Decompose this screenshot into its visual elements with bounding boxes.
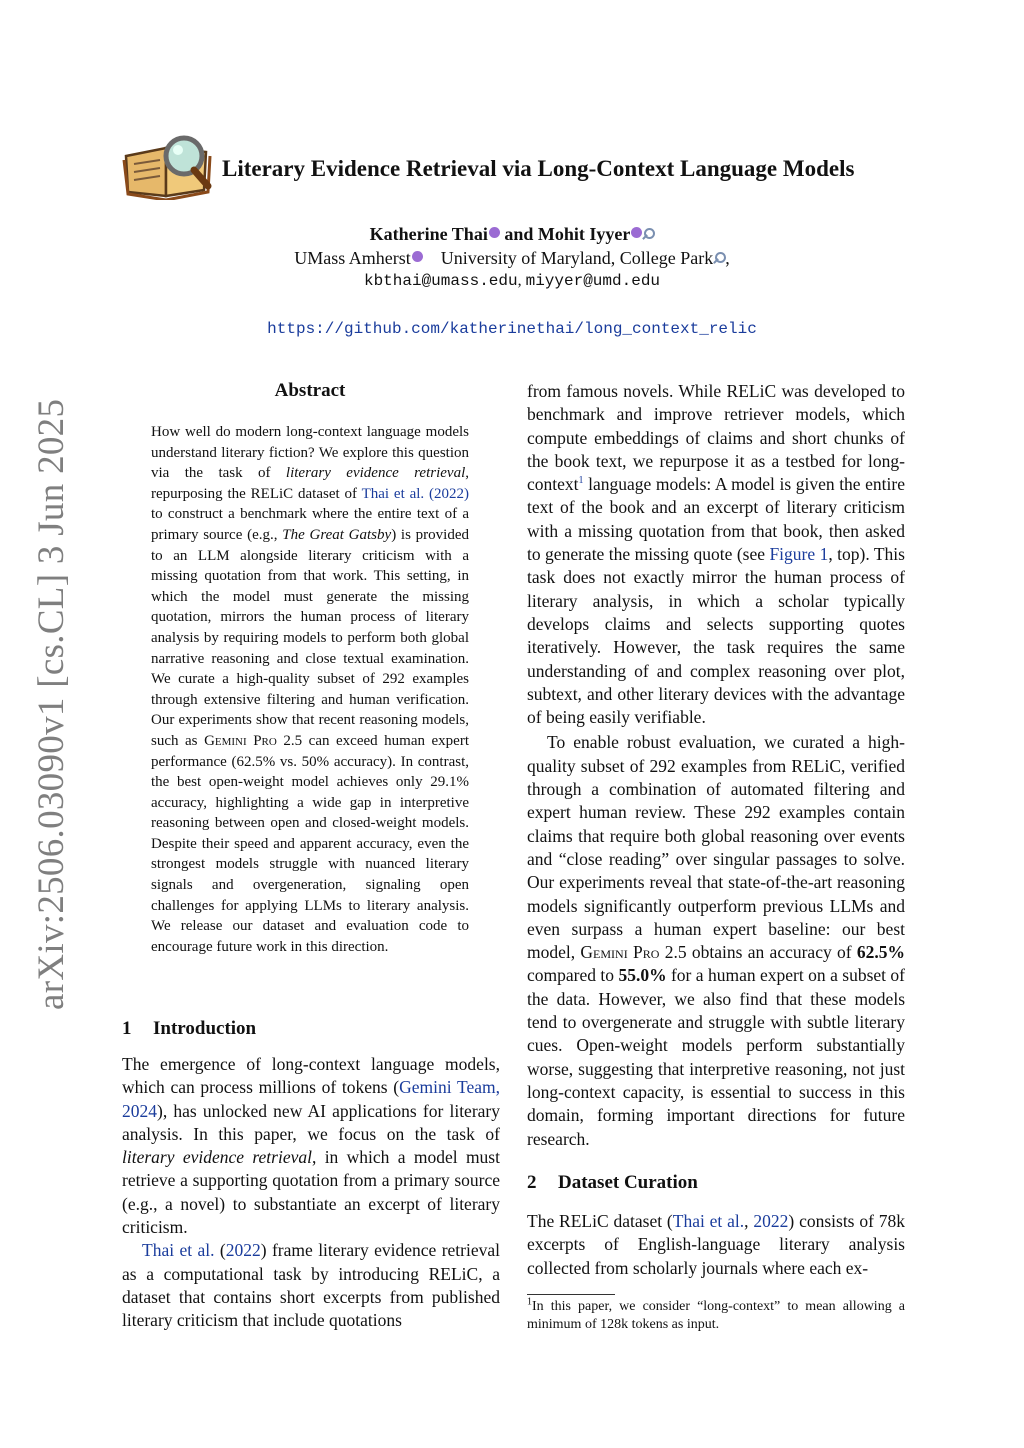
affiliation: UMass Amherst <box>294 248 411 268</box>
author-name: Mohit Iyyer <box>537 224 631 244</box>
abstract-heading: Abstract <box>274 380 346 401</box>
paper-title: Literary Evidence Retrieval via Long-Context Language Models <box>222 156 855 181</box>
citation-link[interactable]: (2022) <box>429 485 469 502</box>
footnote-divider <box>527 1294 615 1295</box>
book-magnifier-icon <box>120 130 216 200</box>
affiliation-line: UMass Amherst University of Maryland, College Park , <box>294 248 730 268</box>
introduction-body: The emergence of long-context language models, which can process millions of tokens (Gemini Team, 2024), has unlocked new AI applications for literary analysis. In this paper, we focus on the task of literary evidence retrieval, in which a model must retrieve a supporting quotation from a primary source (e.g., a novel) to substantiate an excerpt of literary criticism. Thai et al. (2022) frame literary evidence retrieval as a computational task by introducing RELiC, a dataset that contains short excerpts from published literary criticism that include quotations <box>122 1054 500 1331</box>
arxiv-identifier: arXiv:2506.03090v1 [cs.CL] 3 Jun 2025 <box>31 398 72 1010</box>
citation-link[interactable]: 2022 <box>753 1211 789 1231</box>
author-line <box>0 224 1024 245</box>
citation-link[interactable]: Thai et al. <box>142 1240 215 1261</box>
umass-affiliation-icon <box>412 251 423 262</box>
email-line: kbthai@umass.edu, miyyer@umd.edu <box>363 272 661 290</box>
footnote: $^1$In this paper, we consider “long-context” to mean allowing a minimum of 128k tokens as input. <box>527 1296 905 1332</box>
author-conjunction: and <box>499 224 538 244</box>
citation-link[interactable]: 2022 <box>225 1240 261 1261</box>
umass-affiliation-icon <box>631 227 642 238</box>
email-link[interactable]: miyyer@umd.edu <box>525 272 661 290</box>
email-link[interactable]: kbthai@umass.edu <box>363 272 518 290</box>
magnifier-affiliation-icon <box>642 228 654 240</box>
dataset-curation-body: The RELiC dataset (Thai et al., 2022) consists of 78k excerpts of English-language literary analysis collected from scholarly journals where each ex- <box>527 1211 906 1278</box>
section-heading: 1 Introduction <box>122 1018 257 1039</box>
author-name: Katherine Thai <box>369 224 488 244</box>
umass-affiliation-icon <box>489 227 500 238</box>
footnote-marker[interactable]: 1 <box>578 475 584 487</box>
section-heading: 2 Dataset Curation <box>527 1172 698 1193</box>
citation-link[interactable]: Thai et al. <box>361 485 425 502</box>
figure-reference-link[interactable]: Figure 1 <box>769 544 829 565</box>
affiliation: University of Maryland, College Park <box>440 248 714 268</box>
abstract-body: How well do modern long-context language models understand literary fiction? We explore this question via the task of literary evidence retrieval, repurposing the RELiC dataset of Thai et al. (2022) to construct a benchmark where the entire text of a primary source (e.g., The Great Gatsby) is provided to an LLM alongside literary criticism with a missing quotation from that work. This setting, in which the model must generate the missing quotation, mirrors the human process of literary analysis by requiring models to perform both global narrative reasoning and close textual examination. We curate a high-quality subset of 292 examples through extensive filtering and human verification. Our experiments show that recent reasoning models, such as Gemini Pro 2.5 can exceed human expert performance (62.5% vs. 50% accuracy). In contrast, the best open-weight model achieves only 29.1% accuracy, highlighting a wide gap in interpretive reasoning between open and closed-weight models. Despite their speed and apparent accuracy, even the strongest models struggle with nuanced literary signals and overgeneration, signaling open challenges for applying LLMs to literary analysis. We release our dataset and evaluation code to encourage future work in this direction. <box>151 424 470 955</box>
magnifier-affiliation-icon <box>713 252 725 264</box>
right-column-body: from famous novels. While RELiC was developed to benchmark and improve retriever models, which compute embeddings of claims and short chunks of the book text, we repurpose it as a testbed for long-context$^1$ language models: A model is given the entire text of the book and an excerpt of literary criticism with a missing quotation from that book, then asked to generate the missing quote (see Figure 1, top). This task does not exactly mirror the human process of literary analysis, in which a scholar typically develops claims and selects supporting quotes iteratively. However, the task requires the same understanding of and complex reasoning over plot, subtext, and other literary devices with the advantage of being easily verifiable. To enable robust evaluation, we curated a high-quality subset of 292 examples from RELiC, verified through a combination of automated filtering and expert human review. These 292 examples contain claims that require both global reasoning over events and “close reading” over singular passages to solve. Our experiments reveal that state-of-the-art reasoning models significantly outperform previous LLMs and even surpass a human expert baseline: our best model, Gemini Pro 2.5 obtains an accuracy of 62.5% compared to 55.0% for a human expert on a subset of the data. However, we also find that these models tend to overgenerate and struggle with subtle literary cues. Open-weight models perform substantially worse, suggesting that interpretive reasoning, not just long-context capacity, is essential to success in this domain, forming important directions for future research. <box>527 381 906 1149</box>
repo-link[interactable]: https://github.com/katherinethai/long_context_relic <box>267 320 757 338</box>
citation-link[interactable]: Gemini Team, 2024 <box>122 1077 500 1121</box>
citation-link[interactable]: Thai et al. <box>672 1211 745 1231</box>
